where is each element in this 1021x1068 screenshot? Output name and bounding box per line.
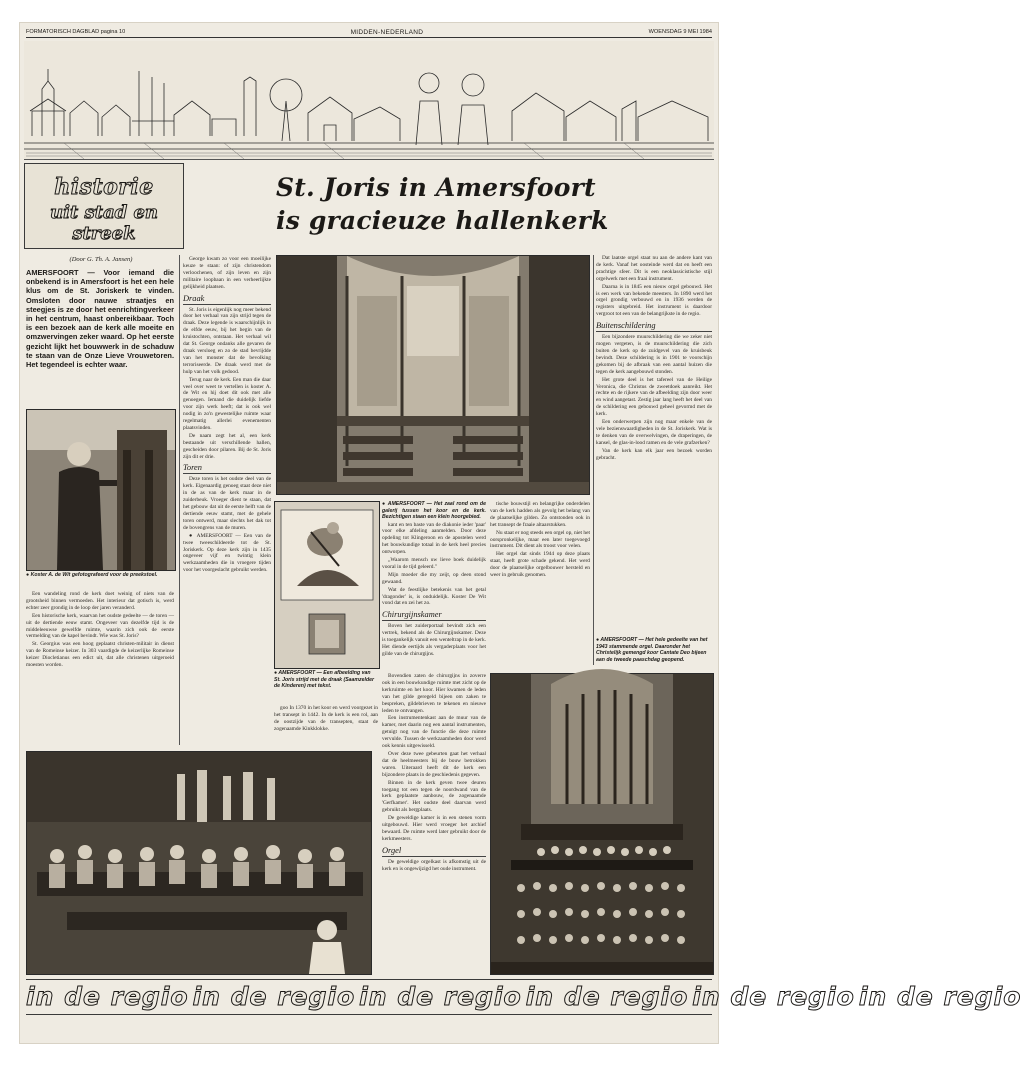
headline-line2: is gracieuze hallenkerk: [276, 206, 609, 235]
subhead-chirurgijnskamer: Chirurgijnskamer: [382, 610, 486, 621]
masthead: [26, 27, 712, 38]
body-column-6: Dat laatste orgel staat nu aan de andere kant van de kerk. Vanaf het oosteinde werd dat en heeft een prachtige sfeer. Dit is een neoklassicistische stijl orgelwerk met een fraai instrument. Daarna is in 1845 een nieuw orgel gebouwd. Het is een werk van bekende meesters. In 1890 werd het orgel grondig verbouwd en in 1936 werden de registers uitgebreid. Het instrument is daardoor vergroot tot een van de belangrijkste in de regio. Buitenschildering Een bijzondere muurschildering die we zeker niet mogen vergeten, is de muurschildering die zich buiten de kerk op de zuidgevel van de kruisbeuk bevindt. Deze schildering is in 1901 te voorschijn gekomen bij de afbraak van een aantal huizen die tegen de kerk aangebouwd stonden. Het grote deel is het tafereel van de Heilige Veronica, die Christus de zweetdoek aanreikt. Het rechte en de rijkere van de afbeelding zijn door weer en wind aangetast. Zestig jaar lang heeft het deel van de schildering een gebouwd geheel gevormd met de kerk. Een onderwerpen zijn nog maar enkele van de vele bezienswaardigheden in de St. Joriskerk. Wat is te denken van de overwelvingen, de draperingen, de kansel, de glas-in-lood ramen en de vele grafzerken? Van de kerk kan elk jaar een bezoek worden gebracht.: [596, 255, 712, 461]
masthead-date: WOENSDAG 9 MEI 1984: [648, 29, 712, 35]
footer-slogan-2: in de regio: [192, 982, 356, 1011]
caption-photo-hall: ● AMERSFOORT — Het zaal rond om de galerij tussen het koor en de kerk. Bezichtigen staan een klein hoorgebied.: [382, 501, 486, 520]
body-column-2: George kwam zo voor een moeilijke keuze te staan: of zijn christendom verloochenen, of zijn leven en zijn militaire loopbaan in een verheerlijkte gelijkheid plaatsen. Draak St. Joris is eigenlijk nog meer bekend door het verhaal van zijn strijd tegen de draak. Deze legende is waarschijnlijk in de elfde eeuw, bij het begin van de kruistochten, ontstaan. Het verhaal wil dat St. George ondanks alle gevaren de draak versloeg en zo de stad bevrijdde van het monster dat de bevolking terroriseerde. De draak werd met de hulp van het volk gedood. Terug naar de kerk. Een man die daar veel over weet te vertellen is koster A. de Wit en hij doet dit ook met alle genoegen. Iemand die duidelijk liefde voor zijn werk heeft; dat is ook wel nodig in zo'n gewestelijke ruimte waar regelmatig allerlei evenementen plaatsvinden. De naam zegt het al, een kerk bestaande uit verschillende hallen, gescheiden door pilaren. Bij de St. Joris zijn dit er drie. Toren Deze toren is het oudste deel van de kerk. Eigenaardig genoeg staat deze niet in de as van de kerk maar in de zuiderbeuk. Vroeger dient te staan, dat het gebouw dat uit de eerste helft van de dertiende eeuw stamt, met de gehele toren ontwerd, maar slechts het dak tot de bovengrens van de muren. ● AMERSFOORT — Een van de twee tweeschildeerde tot de St. Joriskerk. Op deze kerk zijn in 1435 ongeveer vijf en twintig klein werkzaamheden die in vroegere tijden voor het voorgeslacht gebruikt werden.: [183, 256, 271, 574]
masthead-section: MIDDEN-NEDERLAND: [350, 28, 424, 36]
subhead-buitenschildering: Buitenschildering: [596, 321, 712, 332]
photo-meeting-room: [26, 751, 372, 975]
footer-slogan-3: in de regio: [359, 982, 522, 1011]
subhead-draak: Draak: [183, 294, 271, 305]
footer-slogan-4: in de regio: [525, 982, 689, 1011]
body-column-1: Een wandeling rond de kerk doet weinig of niets van de grootsheid binnen vermoeden. Het interieur dat gotisch is, werd echter zeer grondig in de loop der jaren veranderd. Een historische kerk, waarvan het oudste gedeelte — de toren — uit de dertiende eeuw stamt. Ongeveer van dezelfde tijd is de middeleeuwse gewelfde ruimte, waarin zich ook de eerste vermelding van de kapel bevindt. Wie was St. Joris? St. Georgius was een hoog geplaatst christen-militair in dienst van de Romeinse keizer. In 303 vaardigde de keizerlijke Romeinse keizer Diocletianus een edict uit, dat alle christenen uitgeroeid moesten worden.: [26, 591, 174, 669]
section-logo-line2: uit stad en streek: [49, 202, 158, 244]
caption-photo-st-joris: ● AMERSFOORT — Een afbeelding van St. Joris strijd met de draak (Saamzelder de Kinderen) met tekst.: [274, 670, 375, 689]
column-rule: [593, 255, 594, 665]
subhead-orgel: Orgel: [382, 846, 486, 857]
lead-paragraph: [26, 268, 174, 369]
photo-choir-concert: [490, 673, 714, 975]
section-logo-historie: [24, 163, 184, 249]
newspaper-page: [20, 23, 1021, 1043]
masthead-left: FORMATORISCH DAGBLAD pagina 10: [26, 29, 126, 35]
footer-slogan-5: in de regio: [692, 982, 855, 1011]
photo-church-interior: [276, 255, 590, 495]
subhead-toren: Toren: [183, 463, 271, 474]
body-column-4: ● AMERSFOORT — Het zaal rond om de galerij tussen het koor en de kerk. Bezichtigen staan een klein hoorgebied. kant en ten baste van de diakonie ieder 'paar' voor elke afdeling aanmelden. Door deze opdeling tot Klingeroon en de apostelen werd het bouwkundige totaal in de kerk heel precies ontworpen. „Waarom mensch uw lieve boek duidelijk vooral in de tijd geleerd." Mijn moeder die my zeijt, op deen stond gewaand. Wat de feestlijke betekenis van het getal 'dragonder' is, is onduidelijk. Koster De Wit vond dat en zei het zo. Chirurgijnskamer Boven het zuiderportaal bevindt zich een vertrek, bekend als de Chirurgijnskamer. Deze is toegankelijk vanuit een wenteltrap in de kerk. Het diende eertijds als vergaderplaats voor het gilde van de chirurgijns.: [382, 501, 486, 657]
column-rule: [179, 255, 180, 745]
caption-photo-choir: ● AMERSFOORT — Het hele gedeelte van het 1943 stammende orgel. Daaronder het Christelijk gemengd koor Cantate Deo bijeen aan de tweede paaschdag geopend.: [596, 637, 708, 663]
photo-st-joris-depiction: [274, 501, 380, 669]
body-column-5: tische bouwstijl en belangrijke onderdelen van de kerk hadden als gevolg het belang van de plaatselijke gilden. Zo ontstonden ook in het transept de fraaie altaarstukken. Nu staat er nog steeds een orgel op, niet het oorspronkelijke, maar een later toegevoegd instrument. Dit dient als troost voor velen. Het orgel dat sinds 1944 op deze plaats staat, heeft grote schade gekend. Het werd door de plaatselijke orgelbouwer hersteld en weer in gebruik genomen.: [490, 501, 590, 579]
headline: [276, 171, 696, 237]
town-sketch-illustration: [24, 41, 714, 160]
footer-slogan-1: in de regio: [26, 982, 189, 1011]
footer-slogan-6: in de regio: [858, 982, 1021, 1011]
photo-koster: [26, 409, 176, 571]
caption-photo-koster: ● Koster A. de Wit gefotografeerd voor de preekstoel.: [26, 572, 158, 578]
body-column-7: Bovendien zaten de chirurgijns in zoverre ook in een bouwkundige ruimte met zicht op de kerkruimte en het koor. Hier kwamen de leden van het gilde geregeld bijeen om zaken te bespreken, gildebrieven te tekenen en nieuwe leden te ontvangen. Een instrumentenkast aan de muur van de kamer, met daarin nog een aantal instrumenten, getuigt nog van de functie die deze ruimte vervulde. Tussen de werkzaamheden door werd ook kennis uitgewisseld. Over deze twee gebeurten gaat het verhaal dat de heelmeesters bij de bouw betrokken waren. Uiteraard heeft dit de kerk een bijzondere plaats in de geschiedenis gegeven. Binnen in de kerk geven twee deuren toegang tot een tegen de noordwand van de kerk geplaatste aanbouw, de zogenaamde 'Gerfkamer'. Het oudste deel daarvan werd gebruikt als bergplaats. De geweldige kamer is in een stenen vorm uitgebouwd. Hier werd vroeger het archief bewaard. De ruimte werd later gebruikt door de kerkmeesters. Orgel De geweldige orgelkast is afkomstig uit de kerk en is ongewijzigd het oude instrument.: [382, 673, 486, 872]
lead-text: AMERSFOORT — Voor iemand die onbekend is in Amersfoort is het een hele klus om de St. Joriskerk te vinden. Omsloten door nauwe straatjes en steegjes is ze door het eenrichtingverkeer in het centrum, haast onbereikbaar. Toch is een bezoek aan de kerk alle moeite en omzwervingen zeker waard. Op het eerste gezicht lijkt het bouwwerk in de schaduw te staan van de Onze Lieve Vrouwetoren. Het tegendeel is echter waar.: [26, 268, 174, 370]
section-logo-line1: historie: [54, 174, 154, 200]
byline: (Door G. Th. A. Jansen): [69, 256, 133, 263]
body-column-3: goo In 1370 in het koor en werd voorgezet in het transept in 1442. In de kerk is een rol, aan de oostzijde van de transepten, staat de zogenaamde Kinkklokke.: [274, 705, 378, 732]
headline-line1: St. Joris in Amersfoort: [276, 173, 596, 202]
footer-regio-band: [26, 979, 1021, 1015]
